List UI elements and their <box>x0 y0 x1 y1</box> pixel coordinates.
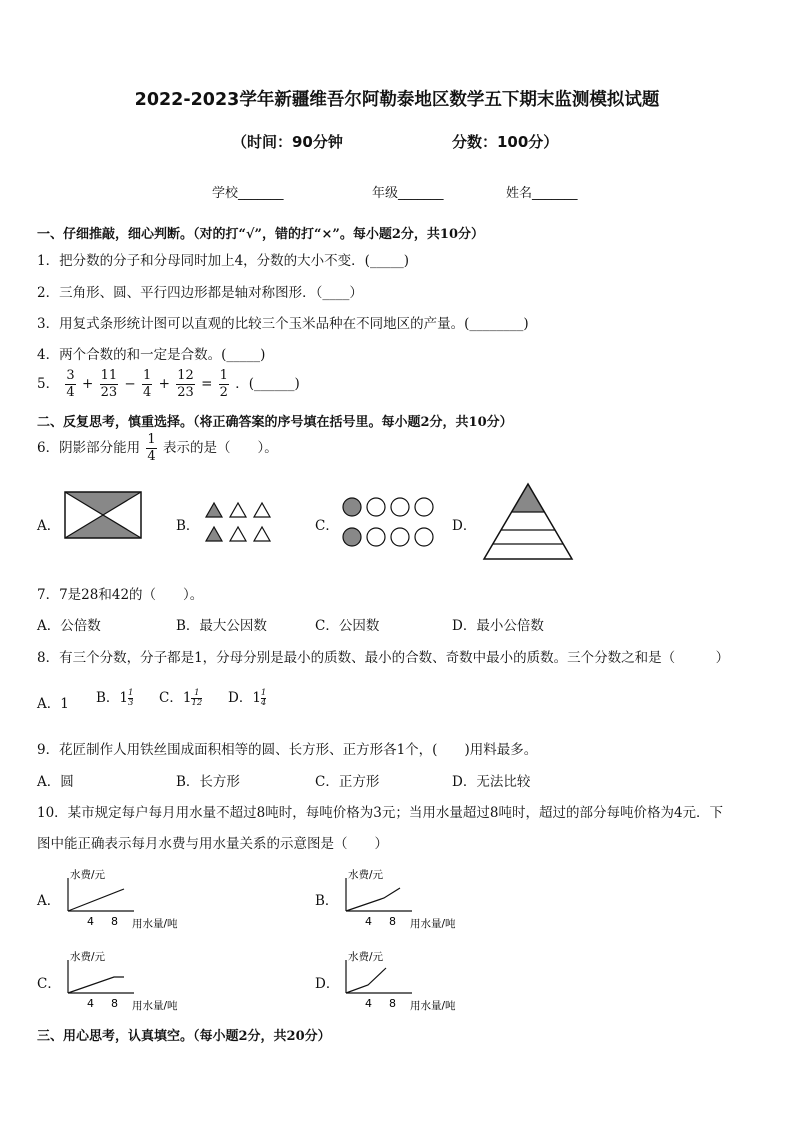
fraction: $\frac{1}{2}$ <box>219 368 228 400</box>
option-b-label: B． <box>176 518 200 534</box>
operator: − <box>124 376 136 392</box>
q7-option-d: D．最小公倍数 <box>452 618 544 634</box>
q10-option-b-label: B． <box>315 893 339 909</box>
q10-option-d-label: D． <box>315 976 340 992</box>
svg-text:8: 8 <box>389 915 396 928</box>
question-1: 1．把分数的分子和分母同时加上4，分数的大小不变．(_____) <box>37 253 409 269</box>
q10-graph-b <box>338 864 478 932</box>
question-10-line1: 10．某市规定每户每月用水量不超过8吨时，每吨价格为3元；当用水量超过8吨时，超过的部分每吨价格为4元．下 <box>37 805 724 821</box>
q5-prefix: 5． <box>37 376 60 392</box>
q8-option-c: C．1 $\frac{1}{12}$ <box>159 688 203 708</box>
svg-text:水费/元: 水费/元 <box>70 951 106 963</box>
q5-suffix: ．(______) <box>235 376 300 392</box>
svg-text:4: 4 <box>365 915 372 928</box>
svg-text:8: 8 <box>389 997 396 1010</box>
option-c-figure <box>340 495 438 549</box>
q10-option-c-label: C． <box>37 976 61 992</box>
question-6: 6．阴影部分能用 $\frac{1}{4}$ 表示的是（ ）。 <box>37 432 278 464</box>
q10-graph-d <box>338 946 478 1014</box>
school-field: 学校_______ <box>212 186 284 201</box>
fraction: $\frac{1}{4}$ <box>143 368 152 400</box>
q8-option-a: A．1 <box>37 696 69 712</box>
operator: = <box>201 376 213 392</box>
q7-option-c: C．公因数 <box>315 618 380 634</box>
section-heading: 二、反复思考，慎重选择。（将正确答案的序号填在括号里。每小题2分，共10分） <box>37 415 513 430</box>
svg-text:用水量/吨: 用水量/吨 <box>132 918 178 930</box>
name-field: 姓名_______ <box>506 186 578 201</box>
option-d-label: D． <box>452 518 477 534</box>
question-9: 9．花匠制作人用铁丝围成面积相等的圆、长方形、正方形各1个，( )用料最多。 <box>37 742 538 758</box>
question-3: 3．用复式条形统计图可以直观的比较三个玉米品种在不同地区的产量。(________) <box>37 316 529 332</box>
option-a-figure <box>64 491 142 539</box>
q10-option-a-label: A． <box>37 893 61 909</box>
q10-graph-a <box>60 864 200 932</box>
fraction: $\frac{12}{23}$ <box>177 368 194 400</box>
svg-text:8: 8 <box>111 997 118 1010</box>
question-10-line2: 图中能正确表示每月水费与用水量关系的示意图是（ ） <box>37 836 388 852</box>
svg-text:4: 4 <box>365 997 372 1010</box>
svg-text:用水量/吨: 用水量/吨 <box>410 918 456 930</box>
option-c-label: C． <box>315 518 339 534</box>
exam-time: （时间：90分钟 <box>232 133 343 151</box>
page-title: 2022-2023学年新疆维吾尔阿勒泰地区数学五下期末监测模拟试题 <box>134 90 660 110</box>
q7-option-b: B．最大公因数 <box>176 618 267 634</box>
section-heading: 一、仔细推敲，细心判断。（对的打“√”，错的打“×”。每小题2分，共10分） <box>37 227 484 242</box>
question-7: 7．7是28和42的（ ）。 <box>37 587 204 603</box>
svg-text:水费/元: 水费/元 <box>348 869 384 881</box>
q9-option-b: B．长方形 <box>176 774 240 790</box>
question-8: 8．有三个分数，分子都是1，分母分别是最小的质数、最小的合数、奇数中最小的质数。三个分数之和是（ ） <box>37 650 730 666</box>
svg-text:4: 4 <box>87 997 94 1010</box>
q9-option-d: D．无法比较 <box>452 774 531 790</box>
q9-option-c: C．正方形 <box>315 774 380 790</box>
svg-text:8: 8 <box>111 915 118 928</box>
q9-option-a: A．圆 <box>37 774 74 790</box>
question-2: 2．三角形、圆、平行四边形都是轴对称图形．（____） <box>37 285 363 301</box>
svg-text:用水量/吨: 用水量/吨 <box>132 1000 178 1012</box>
q8-option-b: B．1 $\frac{1}{3}$ <box>96 688 134 708</box>
question-5 <box>37 368 300 401</box>
svg-text:水费/元: 水费/元 <box>348 951 384 963</box>
svg-text:水费/元: 水费/元 <box>70 869 106 881</box>
option-d-figure <box>482 482 574 562</box>
operator: + <box>81 376 94 392</box>
fraction: $\frac{3}{4}$ <box>66 368 75 400</box>
question-4: 4．两个合数的和一定是合数。(_____) <box>37 347 266 363</box>
svg-text:用水量/吨: 用水量/吨 <box>410 1000 456 1012</box>
q7-option-a: A．公倍数 <box>37 618 101 634</box>
option-b-figure <box>204 500 272 546</box>
svg-text:4: 4 <box>87 915 94 928</box>
operator: + <box>158 376 170 392</box>
q8-option-d: D．1 $\frac{1}{4}$ <box>228 688 267 708</box>
section-heading: 三、用心思考，认真填空。（每小题2分，共20分） <box>37 1029 331 1044</box>
fraction: $\frac{1}{4}$ <box>147 432 156 464</box>
option-a-label: A． <box>37 518 61 534</box>
grade-field: 年级_______ <box>372 186 444 201</box>
exam-score: 分数：100分） <box>452 133 559 151</box>
q10-graph-c <box>60 946 200 1014</box>
fraction: $\frac{11}{23}$ <box>100 368 118 400</box>
